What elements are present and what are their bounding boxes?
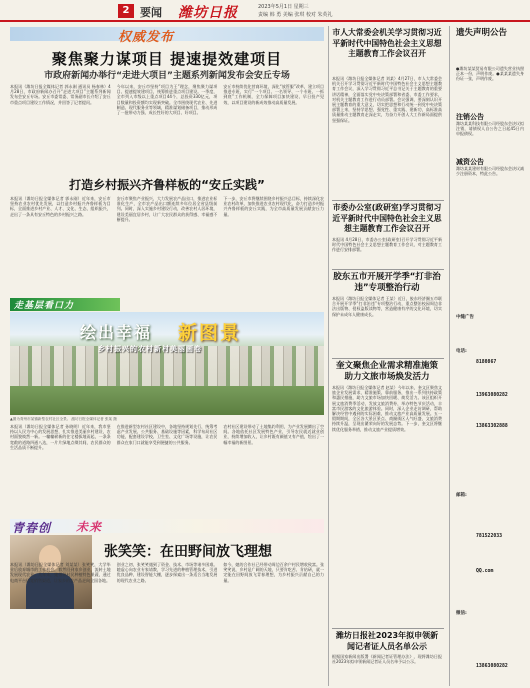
article-column: 在推进新型农村社区建设中，各地坚持规划先行，统筹考虑产业发展、公共服务、基础设施等因素，科学布局社区功能，配套建设学校、卫生室、文化广场等设施，让农民群众在家门口就能享受到便捷的公共服务。: [116, 424, 218, 445]
article-divider: [332, 200, 444, 201]
right-headline-5: 潍坊日报社2023年拟申领新闻记者证人员名单公示: [335, 631, 439, 651]
article-divider: [332, 358, 444, 359]
right-headline-4: 奎文聚焦企业需求精准施策助力文旅市场焕发活力: [335, 361, 438, 382]
article-column: 安丘市聚焦产业振兴，大力发展农产品出口，推进农业标准化生产，全市农产品出口额连续多年位居全省县级前列。同时，深入实施乡村建设行动，改善农村人居环境，建设美丽宜居乡村，让广大农民群众的获得感、幸福感不断提升。: [116, 196, 218, 222]
second-article-body: [10, 196, 324, 298]
column-divider: [328, 26, 329, 686]
section-banner-youth: [10, 519, 324, 533]
right-headline-1: 市人大常委会机关学习贯彻习近平新时代中国特色社会主义思想主题教育工作会议召开: [332, 28, 442, 58]
section-banner-title: 权威发布: [118, 30, 175, 45]
profile-headline: 张笑笑：在田野间放飞理想: [104, 544, 272, 560]
photo-caption: ▲图为青州市某镇新型农村社区全景。 潍坊日报全媒体记者 张某 摄: [10, 417, 117, 421]
article-divider: [332, 628, 444, 629]
article-column: 今年以来，安丘市坚持“项目为王”理念，聚焦聚力谋项目、提速提效建项目，统筹推进重点项目建设。一季度，全市列入市级以上重点项目44个，总投资330亿元，项目数量和投资额均实现新突破。全市围绕现代农业、先进制造、现代服务业等领域，精准谋划储备项目，推动形成了一批带动力强、成长性好的大项目、好项目。: [116, 84, 218, 116]
rural-article-body: [10, 424, 324, 516]
article-column: 本报讯（潍坊日报全媒体记者 郭永刚 通讯员 杨春林）4月28日，市政府新闻办召开“走进大项目”主题系列新闻发布会安丘专场。安丘市委常委、常务副市长介绍了安丘市重点项目建设工作情况，并回答了记者提问。: [10, 84, 111, 105]
article-column: 创业之初，张笑笑遇到了资金、技术、市场等诸多困难。她虚心向农业专家请教，学习先进的种植管理技术，引进优良品种，建设智能大棚，逐步探索出一条适合当地发展的现代农业之路。: [116, 562, 218, 583]
lead-subheadline: 市政府新闻办举行“走进大项目”主题系列新闻发布会安丘专场: [44, 71, 290, 81]
photo-headline: 绘出幸福: [80, 323, 153, 342]
right-headline-3: 胶东五市开展开学季“打非治违”专项整治行动: [333, 272, 441, 293]
article-column: 如今，她的合作社已经带动周边百余户村民增收致富。张笑笑说，乡村是广阔的天地，只要肯吃苦、肯钻研，就一定能在田野间放飞青春理想，为乡村振兴贡献自己的力量。: [223, 562, 325, 583]
article-column: 安丘市持续优化营商环境，深化“放管服”改革，建立项目推进专班，实行“一个项目、一名领导、一个专班、一抓到底”工作机制，全力保障项目加快建设、早日投产见效，以项目建设的新成效推动高质量发展。: [223, 84, 325, 105]
notice-heading: 减资公告: [456, 158, 484, 166]
section-name: 要闻: [140, 6, 162, 19]
right-article-5: 根据国家新闻出版署《新闻记者证管理办法》，现将潍坊日报社2023年拟申领新闻记者证人员名单予以公示。: [332, 654, 442, 665]
right-article-4: 本报讯（潍坊日报全媒体记者 赵某）今年以来，奎文区聚焦文旅企业发展需求，精准施策、靠前服务，推出一系列扶持政策和惠民措施，助力文旅市场加快回暖、焕发活力。该区组织开展文旅消费季活动，发放文旅消费券，举办特色节庆活动，丰富市民游客的文化旅游体验。同时，深入企业走访调研，帮助解决经营中遇到的实际困难，推动文旅产业高质量发展。五一假期期间，全区各大景区景点、商圈街区人气旺盛，文旅消费持续升温，呈现出繁荣向好的发展态势。下一步，奎文区将继续优化服务举措，推动文旅产业提质增效。: [332, 385, 442, 432]
article-divider: [332, 269, 444, 270]
notice-text: ●潍坊某某贸易有限公司遗失营业执照正本一份，声明作废。●某某某遗失身份证一张，声明作废。: [456, 66, 524, 82]
issue-date: 2023年5月1日 星期三: [258, 4, 309, 10]
second-headline: 打造乡村振兴齐鲁样板的“安丘实践”: [69, 178, 265, 192]
article-column: 下一步，安丘市将继续围绕乡村振兴总目标，持续深化农业农村改革，加快推进农业农村现代化，奋力打造乡村振兴齐鲁样板的安丘实践，为全市高质量发展贡献安丘力量。: [223, 196, 325, 217]
article-column: 本报讯（潍坊日报全媒体记者 郭永刚）近年来，安丘市坚持农业农村优先发展，以打造乡村振兴齐鲁样板为目标，全面推进乡村产业、人才、文化、生态、组织振兴，走出了一条具有安丘特色的乡村振兴之路。: [10, 196, 111, 217]
page-number: 2: [118, 4, 134, 18]
section-banner-title-highlight: 未来: [76, 520, 103, 534]
section-banner-title: 青春创: [12, 521, 52, 535]
editor-credits: 责编 韩 勇 美编 张琪 校对 朱英礼: [258, 12, 333, 18]
lead-article-body: [10, 84, 324, 170]
ad-contact-label: 微信:: [456, 611, 467, 616]
notice-heading: 注销公告: [456, 113, 484, 121]
notice-text: 潍坊某某科技有限公司经股东会决议拟注销，请债权人自公告之日起45日内申报债权。: [456, 121, 524, 137]
article-column: 本报讯（潍坊日报全媒体记者 刘某某）张笑笑，大学毕业后放弃城市的工作机会，毅然回到家乡创业，流转土地发展现代农业。几年来，她带领村民种植特色果蔬，通过电商平台拓宽销售渠道，让家乡的农产品走向全国各地。: [10, 562, 111, 583]
photo-subtitle: 乡村振兴的农村新村美丽画卷: [98, 345, 202, 353]
ad-contact-value: 13963080282: [476, 393, 508, 398]
ad-contact-label: 邮箱:: [456, 493, 467, 498]
ad-contact-value: 13863080282: [476, 664, 508, 669]
photo-headline-highlight: 新图景: [178, 322, 242, 344]
right-article-2: 本报讯 4月28日，市委办公室(政研室)召开学习贯彻习近平新时代中国特色社会主义思想主题教育工作会议，对主题教育工作进行安排部署。: [332, 237, 442, 253]
ad-contact-label: 中缝广告: [456, 315, 474, 320]
ad-contact-label: 电话:: [456, 349, 467, 354]
masthead: [0, 0, 530, 22]
right-article-3: 本报讯（潍坊日报全媒体记者 王某）近日，胶东经济圈五市联合开展开学季“打非治违”专项整治行动，重点整治校园周边非法出版物、侵权盗版读物等，营造健康有序的文化环境，切实保护未成年人健康成长。: [332, 296, 442, 317]
notice-heading: 遗失声明公告: [456, 28, 508, 38]
profile-article-body: [10, 562, 324, 682]
ad-contact-value: 781522033: [476, 534, 502, 539]
ad-contact-value: 13863302888: [476, 424, 508, 429]
column-divider: [449, 26, 450, 686]
right-article-1: 本报讯（潍坊日报全媒体记者 刘某）4月27日，市人大常委会机关召开学习贯彻习近平新时代中国特色社会主义思想主题教育工作会议，深入学习贯彻习近平总书记关于主题教育的重要讲话精神，全面落实党中央决策部署和省委、市委工作要求，对机关主题教育工作进行动员部署。会议强调，要深刻认识开展主题教育的重大意义，切实把思想和行动统一到党中央决策部署上来，坚持学思想、强党性、重实践、建新功，高标准高质量推动主题教育走深走实，为奋力开创人大工作新局面提供坚强保证。: [332, 76, 442, 123]
notice-text: 潍坊某某建材有限公司经股东会决议减少注册资本，特此公告。: [456, 166, 524, 177]
village-photo: [10, 312, 324, 415]
newspaper-logo: 潍坊日报: [178, 5, 238, 21]
right-headline-2: 市委办公室(政研室)学习贯彻习近平新时代中国特色社会主义思想主题教育工作会议召开: [332, 203, 442, 233]
article-column: 农村社区建设带动了土地集约利用，为产业发展腾出了空间。各地依托社区发展特色产业，引导农民就近就业创业，持续增加收入，让乡村既有颜值又有产值，绘出了一幅幸福的新图景。: [223, 424, 325, 445]
ad-contact-value: 8180867: [476, 360, 497, 365]
article-column: 本报讯（潍坊日报全媒体记者 孙晓明）近年来，我市坚持以人民为中心的发展思想，扎实推进美丽乡村建设，农村面貌焕然一新。一幢幢崭新的住宅楼拔地而起，一条条宽敞的道路四通八达，一片片绿地点缀其间，农民群众的生活品质不断提升。: [10, 424, 111, 450]
section-banner-title: 走基层看口力: [14, 301, 75, 311]
lead-headline: 聚焦聚力谋项目 提速提效建项目: [51, 50, 283, 68]
ad-contact-value: QQ.com: [476, 569, 494, 574]
